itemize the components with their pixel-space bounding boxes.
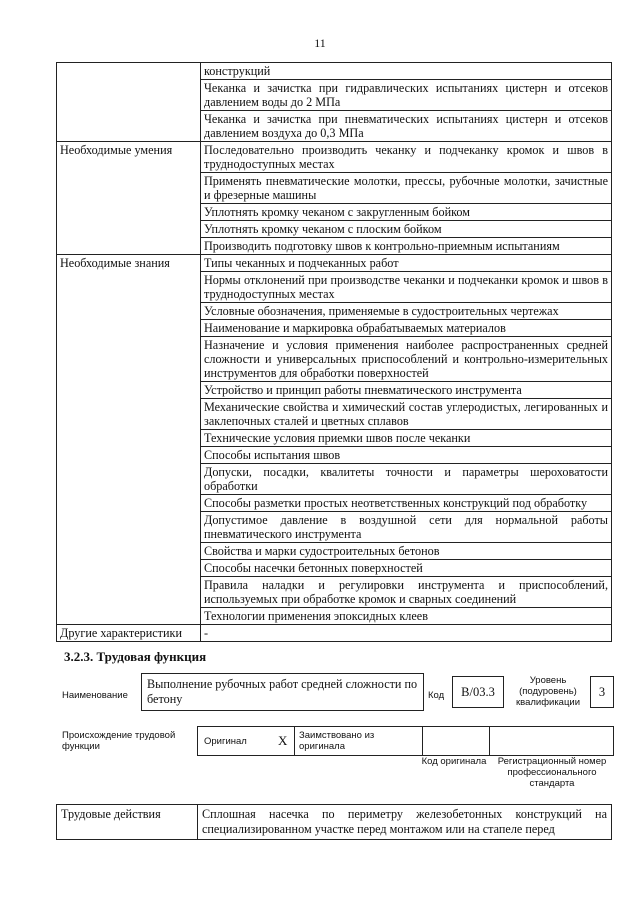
row-value: Уплотнять кромку чеканом с плоским бойком [201,221,612,238]
origin-label: Происхождение трудовой функции [62,730,176,752]
borrowed-label: Заимствовано из оригинала [299,730,375,752]
level-value: 3 [598,685,606,699]
row-value: Условные обозначения, применяемые в судостроительных чертежах [201,303,612,320]
row-label: Необходимые знания [57,255,201,625]
row-value: Способы насечки бетонных поверхностей [201,560,612,577]
row-value: Способы разметки простых неответственных конструкций под обработку [201,495,612,512]
code-original-caption: Код оригинала [421,756,487,767]
reg-number-caption: Регистрационный номер профессионального стандарта [497,756,607,789]
row-value: Производить подготовку швов к контрольно-приемным испытаниям [201,238,612,255]
row-label [57,63,201,142]
table-row [57,142,612,173]
row-value: Уплотнять кромку чеканом с закругленным бойком [201,204,612,221]
row-value: Нормы отклонений при производстве чеканки и подчеканки кромок и швов в труднодоступных местах [201,272,612,303]
page-number: 11 [314,36,326,50]
section-title: 3.2.3. Трудовая функция [64,649,207,664]
table-row [57,625,612,642]
row-value: Технологии применения эпоксидных клеев [201,608,612,625]
table-row [57,63,612,80]
row-value: Последовательно производить чеканку и подчеканку кромок и швов в труднодоступных местах [201,142,612,173]
row-value: Технические условия приемки швов после чеканки [201,430,612,447]
name-box [141,673,424,711]
level-box [590,676,614,708]
original-label: Оригинал [204,736,247,747]
name-value: Выполнение рубочных работ средней сложности по бетону [147,677,418,706]
labor-actions-label: Трудовые действия [57,805,198,840]
row-label: Необходимые умения [57,142,201,255]
table-row [57,255,612,272]
code-label: Код [428,690,445,701]
row-value: Свойства и марки судостроительных бетонов [201,543,612,560]
level-label: Уровень (подуровень) квалификации [515,675,581,708]
row-label: Другие характеристики [57,625,201,642]
row-value: Применять пневматические молотки, прессы, рубочные молотки, зачистные и фрезерные машины [201,173,612,204]
row-value: Допустимое давление в воздушной сети для нормальной работы пневматического инструмента [201,512,612,543]
row-value: Наименование и маркировка обрабатываемых материалов [201,320,612,337]
code-value: B/03.3 [461,685,495,699]
labor-actions-value: Сплошная насечка по периметру железобетонных конструкций на специализированном участке перед монтажом или на стапеле перед [198,805,612,840]
requirements-table [56,62,612,642]
row-value: - [201,625,612,642]
row-value: Допуски, посадки, квалитеты точности и параметры шероховатости обработки [201,464,612,495]
row-value: Назначение и условия применения наиболее распространенных средней сложности и универсальных приспособлений и контрольно-измерительных инструментов для обработки поверхностей [201,337,612,382]
origin-row [197,726,614,756]
row-value: Правила наладки и регулировки инструмента и приспособлений, используемых при обработке кромок и сварных соединений [201,577,612,608]
labor-actions-table [56,804,612,840]
row-value: Механические свойства и химический состав углеродистых, легированных и заклепочных сталей и цветных сплавов [201,399,612,430]
row-value: Способы испытания швов [201,447,612,464]
original-checkbox-mark: X [278,733,288,748]
row-value: Типы чеканных и подчеканных работ [201,255,612,272]
row-value: Чеканка и зачистка при пневматических испытаниях цистерн и отсеков давлением воздуха до 0,3 МПа [201,111,612,142]
row-value: Чеканка и зачистка при гидравлических испытаниях цистерн и отсеков давлением воды до 2 МПа [201,80,612,111]
row-value: Устройство и принцип работы пневматического инструмента [201,382,612,399]
name-label: Наименование [62,690,128,701]
row-value: конструкций [201,63,612,80]
table-row [57,805,612,840]
code-box [452,676,504,708]
